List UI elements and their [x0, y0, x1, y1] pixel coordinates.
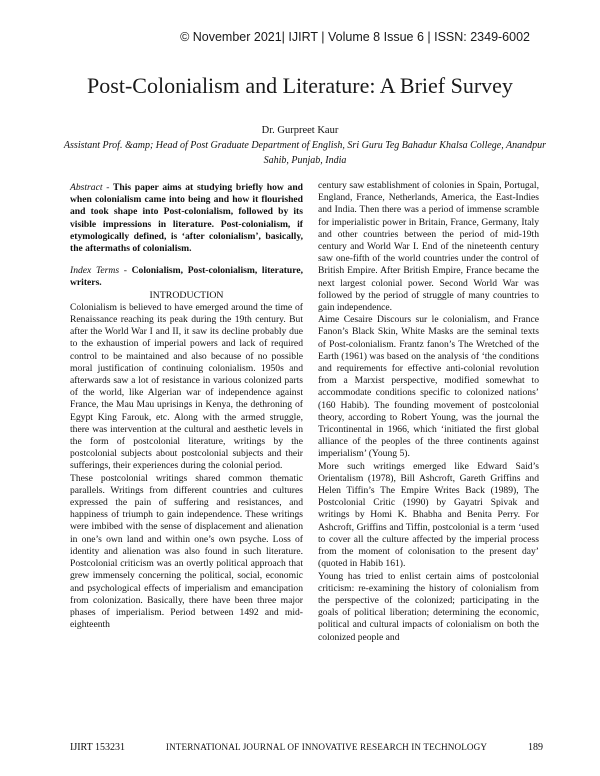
left-column — [70, 182, 303, 631]
author-affiliation: Assistant Prof. &amp; Head of Post Graduate Department of English, Sri Guru Teg Bahadur Khalsa College, Anandpur Sahib, Punjab, India — [63, 140, 547, 166]
paper-title: Post-Colonialism and Literature: A Brief Survey — [87, 73, 513, 98]
index-terms-label: Index Terms - — [70, 265, 127, 277]
page-footer — [70, 742, 543, 753]
author-name: Dr. Gurpreet Kaur — [261, 125, 339, 136]
journal-id: IJIRT 153231 — [70, 742, 126, 753]
abstract — [70, 182, 303, 255]
body-paragraph: Aime Cesaire Discours sur le colonialism, and France Fanon’s Black Skin, White Masks are the seminal texts of Post-colonialism. Frantz fanon’s The Wretched of the Earth (1961) was based on the analysis of ‘the conditions and requirements for effective anti-colonial revolution from a Marxist perspective, modified somewhat to accommodate conditions specific to colonized nations’ (160 Habib). The founding movement of postcolonial theory, according to Robert Young, was the journal the Tricontinental in 1966, which ‘initiated the first global alliance of the peoples of the three continents against imperialism’ (Young 5). — [318, 314, 539, 460]
section-heading-introduction: INTRODUCTION — [149, 289, 224, 301]
journal-header — [0, 30, 600, 44]
index-terms-text: Colonialism, Post-colonialism, literature, writers. — [70, 265, 304, 289]
body-paragraph: These postcolonial writings shared common thematic parallels. Writings from different countries and cultures expressed the pain of suffering and resistances, and happiness of triumph to gain independence. These writings were imbibed with the sense of displacement and alienation in one’s own land and within one’s own psyche. Loss of identity and alienation was also found in such literature. Postcolonial criticism was an overtly political approach that grew immensely concerning the political, social, economic and psychological effects of imperialism and emancipation from colonization. Basically, there have been three major phases of imperialism. Period between 1492 and mid-eighteenth — [70, 472, 303, 631]
journal-name: INTERNATIONAL JOURNAL OF INNOVATIVE RESEARCH IN TECHNOLOGY — [165, 742, 488, 752]
index-terms — [70, 265, 303, 289]
body-paragraph: century saw establishment of colonies in Spain, Portugal, England, France, Netherlands, America, the East-Indies and India. Then there was a period of immense scramble for imperialistic power in Britain, France, Germany, Italy and other countries between the period of mid-19th century and World War I. End of the nineteenth century saw one-fifth of the world countries under the control of British Empire. After British Empire, France became the next largest colonial power. Second World War was followed by the period of struggle of many countries to gain independence. — [318, 180, 539, 314]
body-paragraph: More such writings emerged like Edward Said’s Orientalism (1978), Bill Ashcroft, Gareth Griffins and Helen Tiffin’s The Empire Writes Back (1989), The Postcolonial Critic (1990) by Gayatri Spivak and writings by Homi K. Bhabha and Benita Perry. For Ashcroft, Griffins and Tiffin, postcolonial is a term ‘used to cover all the culture affected by the imperial process from the moment of colonisation to the present day’ (quoted in Habib 161). — [318, 460, 539, 570]
abstract-text: This paper aims at studying briefly how and when colonialism came into being and how it flourished and took shape into Post-colonialism, followed by its visible impressions in literature. Post-colonialism, if etymologically defined, is ‘after colonialism’, basically, the aftermaths of colonialism. — [70, 182, 303, 255]
issue-line: © November 2021| IJIRT | Volume 8 Issue 6 | ISSN: 2349-6002 — [180, 30, 530, 44]
abstract-label: Abstract - — [70, 182, 110, 193]
right-column — [318, 180, 539, 644]
page-number: 189 — [527, 742, 543, 753]
body-paragraph: Young has tried to enlist certain aims of postcolonial criticism: re-examining the history of colonialism from the perspective of the colonized; participating in the goals of political liberation; determining the economic, political and cultural impacts of colonialism on both the colonized people and — [318, 570, 539, 643]
body-paragraph: Colonialism is believed to have emerged around the time of Renaissance reaching its peak during the 19th century. But after the World War I and II, it saw its decline probably due to the exhaustion of imperial powers and lack of required control to be maintained and also because of no possible moral justification of continuing colonialism. 1950s and afterwards saw a lot of resistance in various colonized parts of the world, like Algerian war of independence against France, the Mau Mau uprisings in Kenya, the dethroning of Egypt King Farouk, etc. Along with the armed struggle, there was intervention at the cultural and aesthetic levels in the form of postcolonial literature, writings by the postcolonial subjects about postcolonial subjects and their sufferings, their experiences during the colonial period. — [70, 301, 303, 472]
